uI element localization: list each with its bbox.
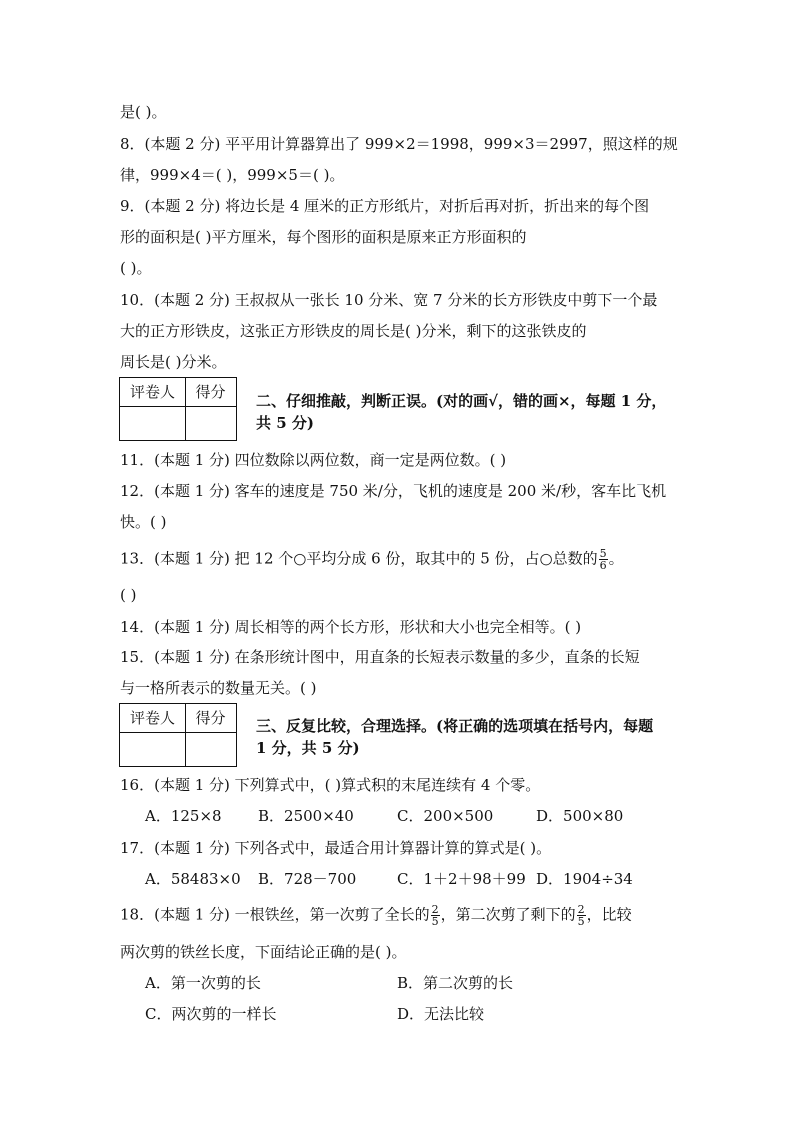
q8-line2: 律，999×4＝( )，999×5＝( )。	[120, 166, 345, 184]
q18-option-c[interactable]: C．两次剪的一样长	[145, 1005, 277, 1023]
q18-fraction-2	[577, 904, 586, 927]
q9-line1: 9．(本题 2 分) 将边长是 4 厘米的正方形纸片，对折后再对折，折出来的每个图	[120, 197, 650, 215]
q10-line2: 大的正方形铁皮，这张正方形铁皮的周长是( )分米，剩下的这张铁皮的	[120, 322, 587, 340]
reviewer-cell[interactable]	[120, 733, 185, 766]
q9-line2: 形的面积是( )平方厘米，每个图形的面积是原来正方形面积的	[120, 228, 527, 246]
score-table-section-3	[119, 703, 237, 767]
q16-option-c[interactable]: C．200×500	[397, 807, 494, 825]
q13-text: 13．(本题 1 分) 把 12 个○平均分成 6 份，取其中的 5 份，占○总数的	[120, 549, 598, 568]
q13-fraction-denominator: 6	[599, 559, 607, 572]
q13-end: 。	[608, 549, 624, 568]
q17-option-c[interactable]: C．1＋2＋98＋99	[397, 870, 526, 888]
q16-option-a[interactable]: A．125×8	[145, 807, 222, 825]
q14-line: 14．(本题 1 分) 周长相等的两个长方形，形状和大小也完全相等。( )	[120, 618, 582, 636]
q17-option-b[interactable]: B．728－700	[258, 870, 357, 888]
score-table-header-reviewer: 评卷人	[129, 709, 175, 727]
score-table-header-score: 得分	[195, 383, 226, 401]
q7-tail: 是( )。	[120, 103, 167, 121]
q15-line1: 15．(本题 1 分) 在条形统计图中，用直条的长短表示数量的多少，直条的长短	[120, 648, 640, 666]
q18-option-a[interactable]: A．第一次剪的长	[145, 974, 261, 992]
q13-fraction-numerator: 5	[599, 547, 607, 560]
q17-option-d[interactable]: D．1904÷34	[536, 870, 633, 888]
q11-line: 11．(本题 1 分) 四位数除以两位数，商一定是两位数。( )	[120, 451, 507, 469]
section-3-title-line2: 1 分，共 5 分)	[256, 739, 360, 757]
q18-option-b[interactable]: B．第二次剪的长	[397, 974, 514, 992]
q17-line: 17．(本题 1 分) 下列各式中，最适合用计算器计算的算式是( )。	[120, 839, 552, 857]
q18-fraction-1	[431, 904, 440, 927]
score-cell[interactable]	[185, 733, 236, 766]
section-2-title-line1: 二、仔细推敲，判断正误。(对的画√，错的画×，每题 1 分，	[256, 392, 667, 410]
score-table-header-score: 得分	[195, 709, 226, 727]
q12-line1: 12．(本题 1 分) 客车的速度是 750 米/分，飞机的速度是 200 米/秒，客车比飞机	[120, 482, 667, 500]
q18-text-post: ，比较	[586, 905, 632, 924]
q16-line: 16．(本题 1 分) 下列算式中，( )算式积的末尾连续有 4 个零。	[120, 776, 541, 794]
q10-line1: 10．(本题 2 分) 王叔叔从一张长 10 分米、宽 7 分米的长方形铁皮中剪下一个最	[120, 291, 658, 309]
section-3-title-line1: 三、反复比较，合理选择。(将正确的选项填在括号内，每题	[256, 717, 654, 735]
q18-fraction-1-denominator: 5	[431, 915, 439, 928]
q13-line2: ( )	[120, 586, 137, 604]
q16-option-d[interactable]: D．500×80	[536, 807, 624, 825]
q18-line2: 两次剪的铁丝长度，下面结论正确的是( )。	[120, 943, 407, 961]
q8-line1: 8．(本题 2 分) 平平用计算器算出了 999×2＝1998，999×3＝2997，照这样的规	[120, 135, 678, 153]
q9-line3: ( )。	[120, 259, 152, 277]
q18-option-d[interactable]: D．无法比较	[397, 1005, 485, 1023]
score-table-section-2	[119, 377, 237, 441]
q16-option-b[interactable]: B．2500×40	[258, 807, 354, 825]
q12-line2: 快。( )	[120, 513, 167, 531]
score-table-header-reviewer: 评卷人	[129, 383, 175, 401]
q17-option-a[interactable]: A．58483×0	[145, 870, 241, 888]
q18-text-pre: 18．(本题 1 分) 一根铁丝，第一次剪了全长的	[120, 905, 430, 924]
q18-fraction-1-numerator: 2	[431, 903, 439, 916]
q18-fraction-2-denominator: 5	[577, 915, 585, 928]
q13-line1	[120, 548, 624, 571]
q10-line3: 周长是( )分米。	[120, 353, 227, 371]
reviewer-cell[interactable]	[120, 407, 185, 440]
section-2-title-line2: 共 5 分)	[256, 414, 314, 432]
q18-line1	[120, 904, 632, 927]
q15-line2: 与一格所表示的数量无关。( )	[120, 679, 317, 697]
q13-fraction	[599, 548, 608, 571]
q18-text-mid: ，第二次剪了剩下的	[440, 905, 576, 924]
score-cell[interactable]	[185, 407, 236, 440]
q18-fraction-2-numerator: 2	[577, 903, 585, 916]
